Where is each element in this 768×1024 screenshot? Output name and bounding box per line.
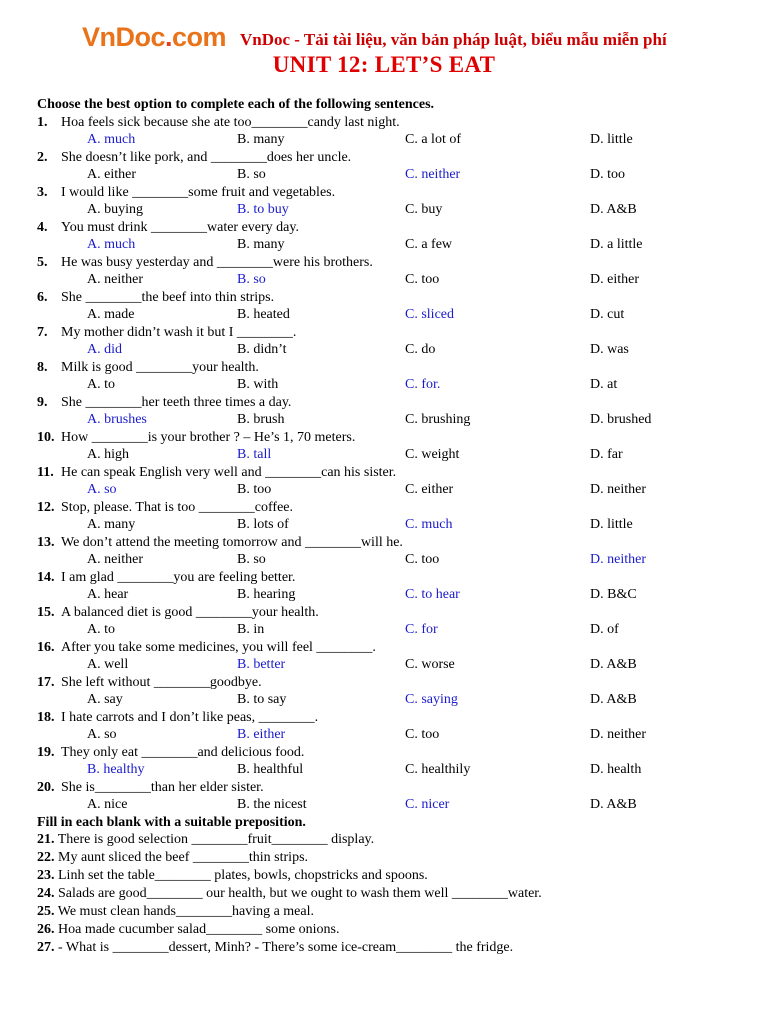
question-number: 14. (37, 569, 55, 585)
option-d: D. A&B (590, 797, 637, 812)
option-d: D. neither (590, 727, 646, 742)
answer-option: B. so (237, 272, 266, 287)
option-row (37, 726, 737, 744)
question-number: 11. (37, 464, 54, 480)
option-b: B. brush (237, 412, 285, 427)
option-b: B. lots of (237, 517, 289, 532)
option-d: D. neither (590, 482, 646, 497)
question-number: 5. (37, 254, 48, 270)
fill-text: - What is ________dessert, Minh? - There’s some ice-cream________ the fridge. (58, 940, 514, 955)
question-item (37, 219, 737, 237)
question-item (37, 429, 737, 447)
option-row (37, 306, 737, 324)
question-text: You must drink ________water every day. (61, 219, 299, 235)
option-c: C. a few (405, 237, 453, 252)
fill-number: 27. (37, 940, 55, 955)
option-b: B. so (237, 167, 266, 182)
option-d: D. was (590, 342, 629, 357)
question-number: 3. (37, 184, 48, 200)
question-text: They only eat ________and delicious food. (61, 744, 305, 760)
question-text: I am glad ________you are feeling better. (61, 569, 296, 585)
option-a: A. many (87, 517, 136, 532)
option-d: D. little (590, 517, 633, 532)
fill-item (37, 867, 737, 885)
option-row (37, 691, 737, 709)
question-number: 19. (37, 744, 55, 760)
question-item (37, 464, 737, 482)
option-a: A. to (87, 377, 115, 392)
section2-instruction: Fill in each blank with a suitable preposition. (37, 814, 306, 830)
option-b: B. hearing (237, 587, 296, 602)
question-text: Hoa feels sick because she ate too________candy last night. (61, 114, 400, 130)
question-item (37, 499, 737, 517)
section1-instruction: Choose the best option to complete each of the following sentences. (37, 97, 435, 112)
document-body (37, 96, 737, 957)
question-number: 2. (37, 149, 48, 165)
answer-option: C. saying (405, 692, 458, 707)
question-item (37, 254, 737, 272)
fill-number: 24. (37, 886, 55, 901)
logo-vn-text: VnDoc (82, 22, 166, 52)
option-row (37, 236, 737, 254)
question-item (37, 779, 737, 797)
option-a: A. high (87, 447, 129, 462)
option-a: A. neither (87, 272, 143, 287)
option-b: B. so (237, 552, 266, 567)
fill-item (37, 885, 737, 903)
answer-option: D. neither (590, 552, 646, 567)
question-text: After you take some medicines, you will feel ________. (61, 639, 376, 655)
option-b: B. healthful (237, 762, 304, 777)
option-b: B. to say (237, 692, 287, 707)
option-row (37, 761, 737, 779)
question-text: She is________than her elder sister. (61, 779, 264, 795)
option-c: C. either (405, 482, 454, 497)
answer-option: B. either (237, 727, 286, 742)
fill-number: 22. (37, 850, 55, 865)
option-d: D. too (590, 167, 625, 182)
fill-number: 23. (37, 868, 55, 883)
answer-option: C. neither (405, 167, 461, 182)
fill-item (37, 849, 737, 867)
option-d: D. either (590, 272, 639, 287)
question-text: She doesn’t like pork, and ________does her uncle. (61, 149, 352, 165)
question-number: 4. (37, 219, 48, 235)
question-number: 1. (37, 114, 48, 130)
fill-text: Salads are good________ our health, but we ought to wash them well ________water. (58, 886, 542, 901)
option-b: B. the nicest (237, 797, 307, 812)
answer-option: B. better (237, 657, 286, 672)
option-a: A. so (87, 727, 117, 742)
option-d: D. a little (590, 237, 643, 252)
option-c: C. too (405, 272, 440, 287)
question-number: 17. (37, 674, 55, 690)
question-number: 13. (37, 534, 55, 550)
fill-text: My aunt sliced the beef ________thin strips. (58, 850, 309, 865)
option-a: A. either (87, 167, 136, 182)
answer-option: C. sliced (405, 307, 454, 322)
option-b: B. many (237, 132, 285, 147)
question-text: My mother didn’t wash it but I ________. (61, 324, 297, 340)
answer-option: A. brushes (87, 412, 147, 427)
question-text: Milk is good ________your health. (61, 359, 259, 375)
option-d: D. B&C (590, 587, 637, 602)
option-d: D. of (590, 622, 619, 637)
logo-com-text: com (172, 22, 227, 52)
question-text: He can speak English very well and ________can his sister. (61, 464, 397, 480)
question-item (37, 324, 737, 342)
question-number: 12. (37, 499, 55, 515)
question-list (37, 114, 737, 814)
option-row (37, 341, 737, 359)
option-a: A. to (87, 622, 115, 637)
option-row (37, 131, 737, 149)
option-row (37, 411, 737, 429)
fill-text: Hoa made cucumber salad________ some onions. (58, 922, 340, 937)
option-a: A. neither (87, 552, 143, 567)
option-b: B. with (237, 377, 279, 392)
question-item (37, 394, 737, 412)
question-item (37, 184, 737, 202)
option-d: D. at (590, 377, 618, 392)
question-item (37, 149, 737, 167)
answer-option: C. much (405, 517, 453, 532)
answer-option: B. to buy (237, 202, 289, 217)
option-c: C. too (405, 727, 440, 742)
option-row (37, 656, 737, 674)
fill-text: We must clean hands________having a meal. (57, 904, 315, 919)
fill-number: 25. (37, 904, 55, 919)
option-row (37, 586, 737, 604)
option-d: D. A&B (590, 202, 637, 217)
option-row (37, 621, 737, 639)
option-b: B. heated (237, 307, 290, 322)
option-c: C. brushing (405, 412, 471, 427)
option-a: A. nice (87, 797, 128, 812)
option-row (37, 446, 737, 464)
question-item (37, 639, 737, 657)
option-row (37, 551, 737, 569)
question-item (37, 744, 737, 762)
question-number: 8. (37, 359, 48, 375)
option-a: A. hear (87, 587, 129, 602)
option-d: D. far (590, 447, 623, 462)
question-item (37, 674, 737, 692)
question-text: We don’t attend the meeting tomorrow and ________will he. (61, 534, 403, 550)
header-tagline: VnDoc - Tải tài liệu, văn bản pháp luật, biểu mẫu miễn phí (240, 30, 667, 49)
option-b: B. too (237, 482, 272, 497)
answer-option: C. to hear (405, 587, 460, 602)
option-row (37, 166, 737, 184)
answer-option: A. did (87, 342, 122, 357)
fill-item (37, 939, 737, 957)
answer-option: A. so (87, 482, 117, 497)
option-c: C. buy (405, 202, 443, 217)
answer-option: A. much (87, 237, 136, 252)
page-header (82, 22, 762, 52)
answer-option: A. much (87, 132, 136, 147)
option-a: A. say (87, 692, 123, 707)
answer-option: C. nicer (405, 797, 450, 812)
option-c: C. do (405, 342, 436, 357)
question-item (37, 604, 737, 622)
option-row (37, 481, 737, 499)
option-d: D. brushed (590, 412, 652, 427)
option-b: B. in (237, 622, 265, 637)
fill-text: There is good selection ________fruit________ display. (57, 832, 375, 847)
question-number: 20. (37, 779, 55, 795)
question-text: How ________is your brother ? – He’s 1, 70 meters. (61, 429, 356, 445)
question-text: I would like ________some fruit and vegetables. (61, 184, 336, 200)
logo-dot-text: . (165, 22, 173, 52)
fill-number: 26. (37, 922, 55, 937)
question-number: 15. (37, 604, 55, 620)
question-item (37, 534, 737, 552)
fill-item (37, 921, 737, 939)
question-text: A balanced diet is good ________your health. (61, 604, 319, 620)
option-d: D. cut (590, 307, 625, 322)
option-c: C. worse (405, 657, 455, 672)
fill-list (37, 831, 737, 957)
answer-option: C. for. (405, 377, 441, 392)
option-row (37, 516, 737, 534)
question-text: I hate carrots and I don’t like peas, ________. (61, 709, 319, 725)
page-title: UNIT 12: LET’S EAT (272, 52, 496, 77)
question-item (37, 709, 737, 727)
answer-option: B. tall (237, 447, 272, 462)
question-item (37, 114, 737, 132)
option-c: C. weight (405, 447, 460, 462)
fill-item (37, 903, 737, 921)
option-c: C. healthily (405, 762, 471, 777)
option-row (37, 376, 737, 394)
question-text: Stop, please. That is too ________coffee. (61, 499, 293, 515)
option-d: D. little (590, 132, 633, 147)
option-c: C. a lot of (405, 132, 461, 147)
question-number: 16. (37, 639, 55, 655)
fill-number: 21. (37, 832, 55, 847)
option-row (37, 796, 737, 814)
question-number: 10. (37, 429, 55, 445)
question-item (37, 359, 737, 377)
fill-text: Linh set the table________ plates, bowls, chopstricks and spoons. (58, 868, 428, 883)
vndoc-logo[interactable] (82, 22, 226, 52)
option-c: C. too (405, 552, 440, 567)
option-b: B. many (237, 237, 285, 252)
question-item (37, 289, 737, 307)
question-text: He was busy yesterday and ________were his brothers. (61, 254, 373, 270)
answer-option: C. for (405, 622, 438, 637)
option-a: A. made (87, 307, 135, 322)
option-row (37, 271, 737, 289)
option-a: A. well (87, 657, 129, 672)
question-number: 9. (37, 394, 48, 410)
option-a: A. buying (87, 202, 143, 217)
question-text: She ________her teeth three times a day. (61, 394, 292, 410)
option-d: D. A&B (590, 692, 637, 707)
option-d: D. health (590, 762, 642, 777)
option-b: B. didn’t (237, 342, 287, 357)
option-d: D. A&B (590, 657, 637, 672)
question-text: She ________the beef into thin strips. (61, 289, 275, 305)
question-text: She left without ________goodbye. (61, 674, 262, 690)
question-number: 6. (37, 289, 48, 305)
option-row (37, 201, 737, 219)
question-item (37, 569, 737, 587)
answer-option: B. healthy (87, 762, 145, 777)
question-number: 7. (37, 324, 48, 340)
fill-item (37, 831, 737, 849)
question-number: 18. (37, 709, 55, 725)
